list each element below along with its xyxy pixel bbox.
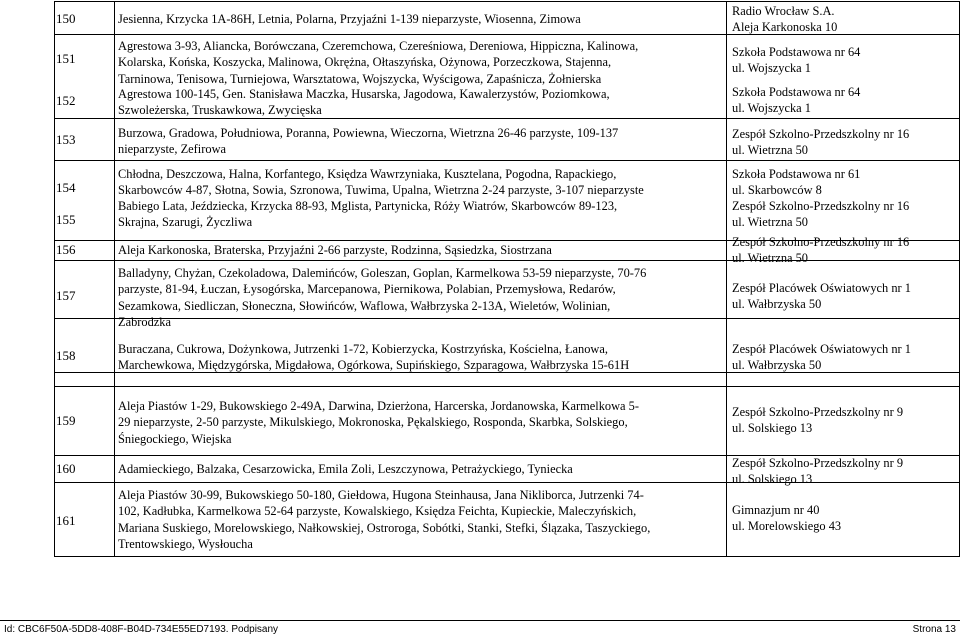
polling-place: Zespół Szkolno-Przedszkolny nr 9 ul. Solskiego 13	[732, 405, 904, 436]
polling-place: Gimnazjum nr 40 ul. Morelowskiego 43	[732, 503, 842, 534]
street-list: Jesienna, Krzycka 1A-86H, Letnia, Polarna, Przyjaźni 1-139 nieparzyste, Wiosenna, Zimowa	[118, 12, 581, 26]
page-number: Strona 13	[912, 624, 956, 635]
row-number: 158	[56, 348, 76, 363]
row-number: 154	[56, 180, 76, 195]
street-list: Chłodna, Deszczowa, Halna, Korfantego, Księdza Wawrzyniaka, Kusztelana, Pogodna, Rapackiego, Skarbowców 4-87, Słotna, Sowia, Szronowa, Tuwima, Upalna, Wietrzna 2-24 parzyste, 3-107 nieparzyste	[118, 167, 644, 198]
row-number: 155	[56, 212, 76, 227]
street-list: Burzowa, Gradowa, Południowa, Poranna, Powiewna, Wieczorna, Wietrzna 26-46 parzyste, 109-137 nieparzyste, Zefirowa	[118, 126, 619, 157]
street-list: Agrestowa 100-145, Gen. Stanisława Maczka, Husarska, Jagodowa, Kawalerzystów, Poziomkowa, Szwoleżerska, Truskawkowa, Zwycięska	[118, 87, 610, 118]
polling-place: Zespół Placówek Oświatowych nr 1 ul. Wałbrzyska 50	[732, 342, 911, 373]
document-id: Id: CBC6F50A-5DD8-408F-B04D-734E55ED7193. Podpisany	[4, 624, 279, 635]
row-number: 159	[56, 413, 76, 428]
row-number: 157	[56, 288, 76, 303]
street-list: Aleja Piastów 1-29, Bukowskiego 2-49A, Darwina, Dzierżona, Harcerska, Jordanowska, Karmelkowa 5- 29 nieparzyste, 2-50 parzyste, Mikulskiego, Mokronoska, Pękalskiego, Rosponda, Skarbka, Solskiego, Śniegockiego, Wiejska	[118, 399, 639, 446]
polling-place: Zespół Szkolno-Przedszkolny nr 16 ul. Wietrzna 50	[732, 127, 910, 158]
row-number: 156	[56, 242, 76, 257]
street-list: Aleja Piastów 30-99, Bukowskiego 50-180, Giełdowa, Hugona Steinhausa, Jana Nikliborca, Jutrzenki 74- 102, Kadłubka, Karmelkowa 52-64 parzyste, Kowalskiego, Księdza Feichta, Kupieckie, Maleczyńskich, Mariana Suskiego, Morelowskiego, Nałkowskiej, Ostroroga, Sobótki, Stanki, Stefki, Ślązaka, Taszyckiego, Trentowskiego, Wysłoucha	[118, 488, 651, 552]
street-list: Agrestowa 3-93, Aliancka, Borówczana, Czeremchowa, Czereśniowa, Dereniowa, Hippiczna, Kalinowa, Kolarska, Końska, Koszycka, Malinowa, Okrężna, Ołtaszyńska, Ożynowa, Porzeczkowa, Stajenna, Tarninowa, Tenisowa, Turniejowa, Warsztatowa, Wojszycka, Wyścigowa, Zapaśnicza, Żołnierska	[118, 39, 639, 86]
street-list: Balladyny, Chyżan, Czekoladowa, Dalemińców, Goleszan, Goplan, Karmelkowa 53-59 nieparzyste, 70-76 parzyste, 81-94, Łuczan, Łysogórska, Marcepanowa, Piernikowa, Polabian, Przemysłowa, Redarów, Sezamkowa, Siedliczan, Słoneczna, Słowińców, Waflowa, Wałbrzyska 2-13A, Wieletów, Wolinian, Zabrodzka	[118, 266, 647, 330]
street-list: Babiego Lata, Jeździecka, Krzycka 88-93, Mglista, Partynicka, Róży Wiatrów, Skarbowców 89-123, Skrajna, Szarugi, Życzliwa	[118, 199, 618, 230]
polling-place: Szkoła Podstawowa nr 61 ul. Skarbowców 8	[732, 167, 861, 198]
polling-place: Zespół Szkolno-Przedszkolny nr 16 ul. Wietrzna 50	[732, 235, 910, 266]
polling-place: Radio Wrocław S.A. Aleja Karkonoska 10	[732, 4, 838, 35]
street-list: Adamieckiego, Balzaka, Cesarzowicka, Emila Zoli, Leszczynowa, Petrażyckiego, Tyniecka	[118, 462, 573, 476]
polling-place: Zespół Placówek Oświatowych nr 1 ul. Wałbrzyska 50	[732, 281, 911, 312]
row-number: 160	[56, 461, 76, 476]
row-number: 161	[56, 513, 76, 528]
polling-place: Szkoła Podstawowa nr 64 ul. Wojszycka 1	[732, 85, 861, 116]
polling-place: Zespół Szkolno-Przedszkolny nr 16 ul. Wietrzna 50	[732, 199, 910, 230]
row-number: 152	[56, 93, 76, 108]
street-list: Aleja Karkonoska, Braterska, Przyjaźni 2-66 parzyste, Rodzinna, Sąsiedzka, Siostrzana	[118, 243, 552, 257]
street-list: Buraczana, Cukrowa, Dożynkowa, Jutrzenki 1-72, Kobierzycka, Kostrzyńska, Kościelna, Łanowa, Marchewkowa, Międzygórska, Migdałowa, Ogórkowa, Supińskiego, Szparagowa, Wałbrzyska 15-61H	[118, 342, 630, 373]
polling-place: Zespół Szkolno-Przedszkolny nr 9 ul. Solskiego 13	[732, 456, 904, 487]
polling-place: Szkoła Podstawowa nr 64 ul. Wojszycka 1	[732, 45, 861, 76]
row-number: 151	[56, 51, 76, 66]
row-number: 150	[56, 11, 76, 26]
row-number: 153	[56, 132, 76, 147]
